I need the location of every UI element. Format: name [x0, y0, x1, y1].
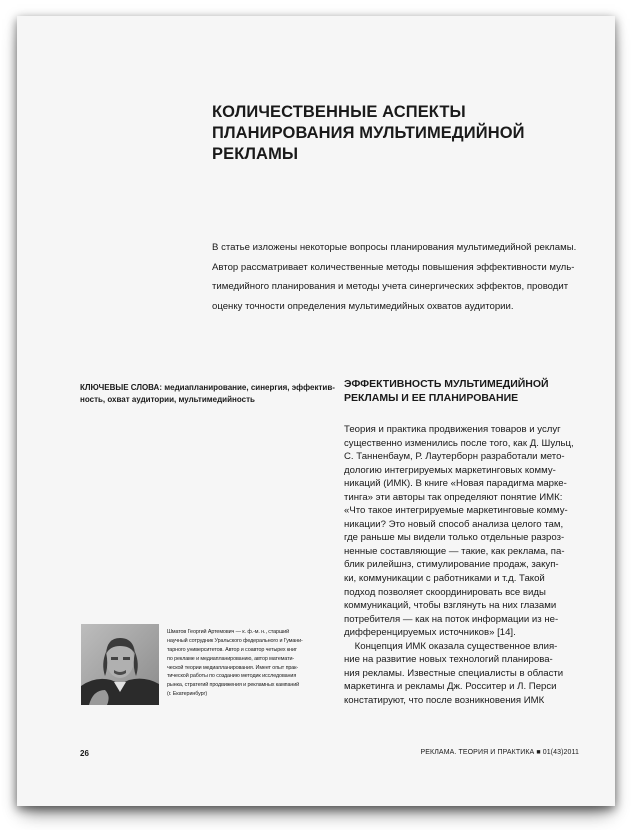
- page-number: 26: [80, 749, 89, 758]
- body-line: существенно изменились после того, как Д. Шульц,: [344, 437, 574, 449]
- bio-line: (г. Екатеринбург): [167, 691, 208, 698]
- journal-page: [17, 16, 615, 806]
- body-line: подход позволяет скоординировать все виды: [344, 586, 546, 598]
- body-line: дологию интегрируемых маркетинговых комму-: [344, 464, 556, 476]
- bio-line: научный сотрудник Уральского федерального и Гумани-: [167, 637, 303, 644]
- abstract-line: В статье изложены некоторые вопросы планирования мультимедийной рекламы.: [212, 242, 577, 253]
- body-line: Концепция ИМК оказала существенное влия-: [344, 640, 558, 652]
- body-line: ние на развитие новых технологий планирова-: [344, 654, 553, 666]
- body-line: С. Танненбаум, Р. Лаутерборн разработали мето-: [344, 451, 565, 463]
- body-line: дифференцируемых источников» [14].: [344, 627, 516, 639]
- bio-line: Шматов Георгий Артемович — к. ф.-м. н., старший: [167, 629, 289, 635]
- body-line: маркетинга и рекламы Дж. Росситер и Л. Перси: [344, 681, 557, 693]
- bio-line: тической работы по созданию методик исследования: [167, 673, 297, 680]
- body-line: констатируют, что после возникновения ИМК: [344, 694, 545, 706]
- body-line: никации? Это новый способ анализа целого там,: [344, 518, 564, 530]
- journal-footer: РЕКЛАМА. ТЕОРИЯ И ПРАКТИКА ■ 01(43)2011: [420, 749, 579, 756]
- article-title: КОЛИЧЕСТВЕННЫЕ АСПЕКТЫ ПЛАНИРОВАНИЯ МУЛЬТИМЕДИЙНОЙ РЕКЛАМЫ: [212, 103, 525, 163]
- body-line: тинга» эти авторы так определяют понятие ИМК:: [344, 491, 563, 503]
- body-line: никаций (ИМК). В книге «Новая парадигма марке-: [344, 478, 567, 490]
- body-line: ненные составляющие — такие, как реклама, па-: [344, 545, 565, 557]
- body-line: Теория и практика продвижения товаров и услуг: [344, 424, 561, 435]
- bio-line: рынка, стратегий продвижения и рекламных кампаний: [167, 682, 300, 689]
- author-photo: [81, 624, 159, 705]
- body-line: блик рилейшнз, стимулирование продаж, закуп-: [344, 559, 559, 571]
- abstract-line: Автор рассматривает количественные методы повышения эффективности муль-: [212, 261, 575, 273]
- abstract-line: оценку точности определения мультимедийных охватов аудитории.: [212, 300, 514, 312]
- body-line: ки, коммуникации с работниками и т.д. Такой: [344, 573, 545, 585]
- section-title: ЭФФЕКТИВНОСТЬ МУЛЬТИМЕДИЙНОЙ РЕКЛАМЫ И ЕЕ ПЛАНИРОВАНИЕ: [344, 378, 549, 404]
- author-portrait-image: [81, 624, 159, 705]
- keywords-line: ность, охват аудитории, мультимедийность: [80, 395, 255, 404]
- abstract-line: тимедийного планирования и методы учета синергических эффектов, проводит: [212, 281, 569, 293]
- body-line: потребителя — как на поток информации из не-: [344, 613, 559, 625]
- keywords: [80, 382, 333, 406]
- author-bio: [167, 628, 337, 699]
- article-abstract: [212, 238, 596, 316]
- body-line: коммуникаций, чтобы взглянуть на них глазами: [344, 600, 557, 612]
- bio-line: ческой теории медиапланирования. Имеет опыт прак-: [167, 664, 299, 671]
- article-body: [344, 423, 594, 707]
- bio-line: по рекламе и медиапланированию, автор математи-: [167, 655, 295, 662]
- keywords-line: КЛЮЧЕВЫЕ СЛОВА: медиапланирование, синергия, эффектив-: [80, 383, 335, 392]
- body-line: ния рекламы. Известные специалисты в области: [344, 667, 564, 679]
- body-line: «Что такое интегрируемые маркетинговые комму-: [344, 505, 568, 517]
- bio-line: тарного университетов. Автор и соавтор четырех книг: [167, 646, 297, 653]
- body-line: где раньше мы видели только отдельные разроз-: [344, 532, 565, 544]
